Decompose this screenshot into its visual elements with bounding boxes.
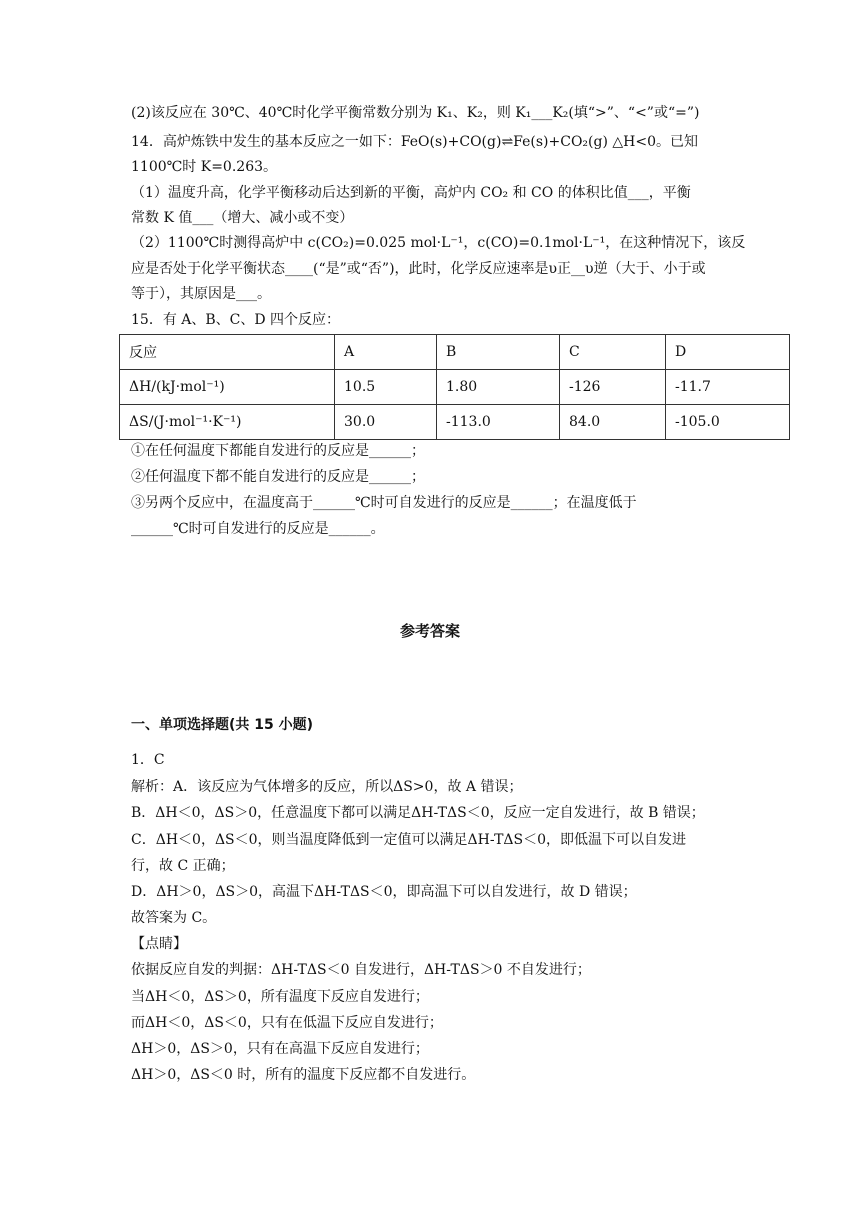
q14-stem-line2: 1100℃时 K=0.263。 bbox=[131, 159, 278, 175]
analysis-a: 解析：A．该反应为气体增多的反应，所以ΔS>0，故 A 错误； bbox=[131, 779, 523, 795]
q14-stem-line1: 14．高炉炼铁中发生的基本反应之一如下：FeO(s)+CO(g)⇌Fe(s)+CO₂(g) △H<0。已知 bbox=[131, 134, 698, 150]
section-heading: 一、单项选择题(共 15 小题) bbox=[131, 717, 314, 733]
table-cell: 30.0 bbox=[335, 405, 437, 440]
table-header-row bbox=[120, 335, 790, 370]
tip-line4: ΔH＞0，ΔS＞0，只有在高温下反应自发进行； bbox=[131, 1041, 429, 1057]
q14-part2-line2: 应是否处于化学平衡状态____(“是”或“否”)，此时，化学反应速率是υ正__υ逆（大于、小于或 bbox=[131, 261, 706, 277]
answer-1: 1．C bbox=[131, 752, 165, 768]
tip-line5: ΔH＞0，ΔS＜0 时，所有的温度下反应都不自发进行。 bbox=[131, 1067, 476, 1083]
q15-sub2: ②任何温度下都不能自发进行的反应是______； bbox=[131, 469, 425, 485]
analysis-c-line1: C．ΔH＜0，ΔS＜0，则当温度降低到一定值可以满足ΔH-TΔS＜0，即低温下可以自发进 bbox=[131, 832, 687, 848]
tip-line2: 当ΔH＜0，ΔS＞0，所有温度下反应自发进行； bbox=[131, 989, 429, 1005]
analysis-b: B．ΔH＜0，ΔS＞0，任意温度下都可以满足ΔH-TΔS＜0，反应一定自发进行，故 B 错误； bbox=[131, 805, 705, 821]
table-cell: ΔH/(kJ·mol⁻¹) bbox=[120, 370, 335, 405]
table-cell: -105.0 bbox=[666, 405, 790, 440]
table-cell: -11.7 bbox=[666, 370, 790, 405]
q14-part2-line1: （2）1100℃时测得高炉中 c(CO₂)=0.025 mol·L⁻¹，c(CO)=0.1mol·L⁻¹，在这种情况下，该反 bbox=[131, 235, 746, 251]
table-row bbox=[120, 405, 790, 440]
table-cell: -113.0 bbox=[437, 405, 560, 440]
table-cell: 1.80 bbox=[437, 370, 560, 405]
tip-line1: 依据反应自发的判据：ΔH-TΔS＜0 自发进行，ΔH-TΔS＞0 不自发进行； bbox=[131, 962, 591, 978]
analysis-c-line2: 行，故 C 正确； bbox=[131, 858, 235, 874]
q15-title: 15．有 A、B、C、D 四个反应： bbox=[131, 312, 341, 328]
table-row bbox=[120, 370, 790, 405]
q15-sub1: ①在任何温度下都能自发进行的反应是______； bbox=[131, 443, 425, 459]
table-cell: D bbox=[666, 335, 790, 370]
answers-title: 参考答案 bbox=[399, 622, 460, 640]
table-cell: ΔS/(J·mol⁻¹·K⁻¹) bbox=[120, 405, 335, 440]
analysis-d: D．ΔH＞0，ΔS＞0，高温下ΔH-TΔS＜0，即高温下可以自发进行，故 D 错误； bbox=[131, 884, 637, 900]
table-cell: C bbox=[560, 335, 666, 370]
table-cell: -126 bbox=[560, 370, 666, 405]
q15-sub3-line1: ③另两个反应中，在温度高于______℃时可自发进行的反应是______；在温度低于 bbox=[131, 495, 637, 511]
q14-part1-line1: （1）温度升高，化学平衡移动后达到新的平衡，高炉内 CO₂ 和 CO 的体积比值___，平衡 bbox=[131, 185, 691, 201]
table-cell: B bbox=[437, 335, 560, 370]
q13-part2-text: (2)该反应在 30℃、40℃时化学平衡常数分别为 K₁、K₂，则 K₁___K₂(填“>”、“<”或“=”) bbox=[131, 105, 700, 121]
answer-conclusion: 故答案为 C。 bbox=[131, 910, 217, 926]
table-cell: 反应 bbox=[120, 335, 335, 370]
table-cell: A bbox=[335, 335, 437, 370]
table-cell: 10.5 bbox=[335, 370, 437, 405]
table-cell: 84.0 bbox=[560, 405, 666, 440]
tip-label: 【点睛】 bbox=[131, 936, 187, 952]
tip-line3: 而ΔH＜0，ΔS＜0，只有在低温下反应自发进行； bbox=[131, 1015, 443, 1031]
q15-sub3-line2: ______℃时可自发进行的反应是______。 bbox=[131, 521, 385, 537]
q14-part2-line3: 等于），其原因是___。 bbox=[131, 286, 271, 302]
reaction-table bbox=[119, 334, 790, 440]
q14-part1-line2: 常数 K 值___（增大、减小或不变） bbox=[131, 210, 354, 226]
